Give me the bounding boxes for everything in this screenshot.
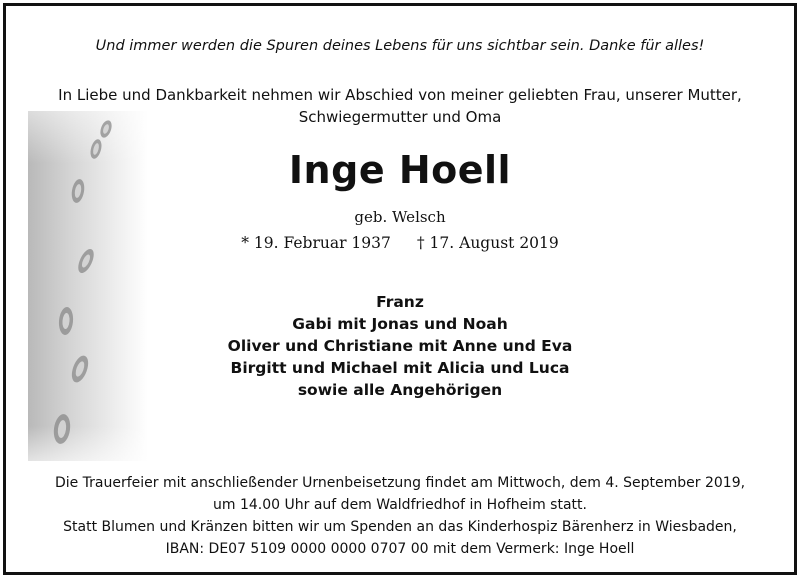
funeral-line-1: Die Trauerfeier mit anschließender Urnenbeisetzung findet am Mittwoch, dem 4. September 2019,	[54, 475, 746, 491]
motto-text: Und immer werden die Spuren deines Lebens für uns sichtbar sein. Danke für alles!	[95, 38, 705, 54]
intro-line-1: In Liebe und Dankbarkeit nehmen wir Abschied von meiner geliebten Frau, unserer Mutter,	[58, 86, 742, 104]
intro-line-2: Schwiegermutter und Oma	[298, 108, 502, 126]
mourner-line: sowie alle Angehörigen	[297, 381, 503, 399]
mourner-line: Birgitt und Michael mit Alicia und Luca	[230, 359, 570, 377]
maiden-name: geb. Welsch	[354, 208, 446, 226]
donation-line-1: Statt Blumen und Kränzen bitten wir um Spenden an das Kinderhospiz Bärenherz in Wiesbaden,	[63, 519, 737, 535]
life-dates	[6, 232, 794, 254]
mourner-line: Gabi mit Jonas und Noah	[292, 315, 508, 333]
birth-date: * 19. Februar 1937	[241, 234, 391, 252]
mourners-list	[6, 291, 794, 401]
obituary-notice	[3, 3, 797, 575]
funeral-line-2: um 14.00 Uhr auf dem Waldfriedhof in Hofheim statt.	[213, 497, 587, 513]
donation-line-2: IBAN: DE07 5109 0000 0000 0707 00 mit dem Vermerk: Inge Hoell	[165, 541, 635, 557]
funeral-details	[6, 472, 794, 560]
mourner-line: Franz	[376, 293, 424, 311]
deceased-name: Inge Hoell	[288, 148, 512, 192]
death-date: † 17. August 2019	[416, 234, 559, 252]
mourner-line: Oliver und Christiane mit Anne und Eva	[227, 337, 573, 355]
